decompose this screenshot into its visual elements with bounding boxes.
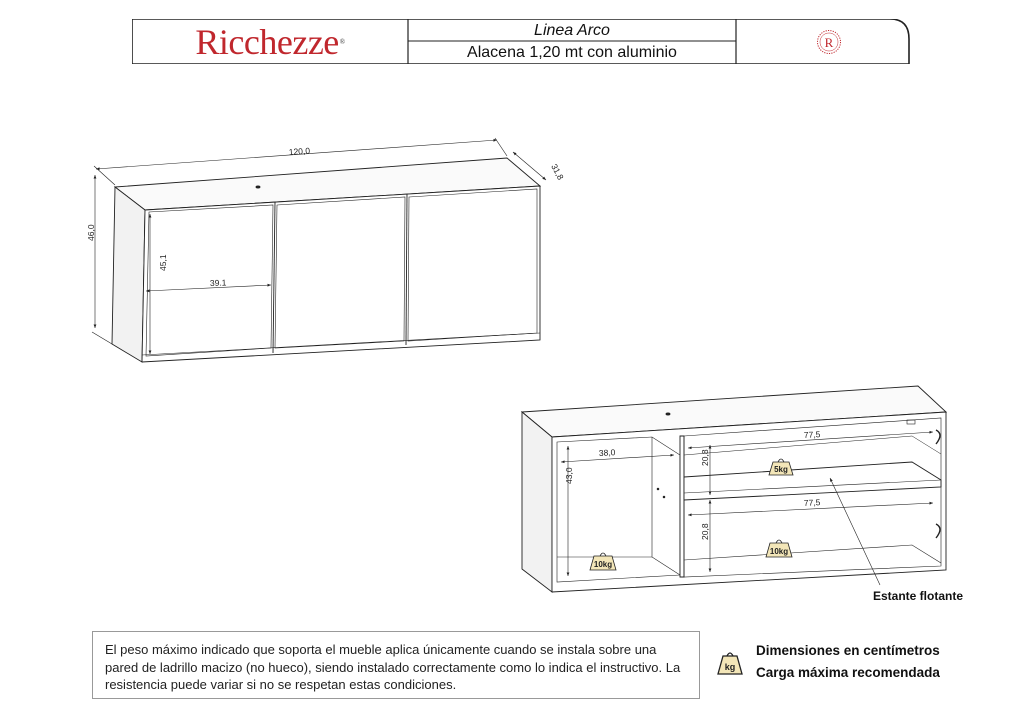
seal-letter: R [824,35,834,50]
dimension-upper-gap-label: 20,8 [700,449,710,466]
dimension-right-width-bottom-label: 77,5 [803,497,821,508]
floating-shelf-callout: Estante flotante [873,589,964,603]
legend [712,640,972,690]
dimensions-note: Dimensiones en centímetros [756,643,940,658]
product-name: Alacena 1,20 mt con aluminio [467,44,677,61]
dimension-depth-label: 31,8 [549,162,566,182]
open-cabinet-view [522,386,946,592]
load-bottom-label: 10kg [769,547,789,556]
load-shelf-label: 5kg [774,465,788,474]
load-left-label: 10kg [593,560,613,569]
dimension-right-width-top-label: 77,5 [803,429,821,440]
dimension-width-label: 120,0 [288,145,311,157]
dimension-height-label: 46,0 [86,224,96,241]
max-load-note: Carga máxima recomendada [756,665,940,680]
closed-cabinet-view [112,158,540,362]
product-line-name: Linea Arco [534,22,610,39]
dimension-left-height-label: 43,0 [564,467,574,484]
registered-mark: ® [339,37,345,46]
weight-notice: El peso máximo indicado que soporta el mueble aplica únicamente cuando se instala sobre una pared de ladrillo macizo (no hueco), siendo instalado correctamente como lo indica el instructivo. La resistencia puede variar si no se respetan estas condiciones. [92,631,700,699]
dimension-lower-gap-label: 20,8 [700,523,710,540]
brand-name: Ricchezze [195,21,339,62]
kg-weight-icon [716,650,744,676]
kg-icon-text: kg [724,662,736,672]
dimension-door-height-label: 45,1 [158,254,168,271]
dimension-door-width-label: 39.1 [209,277,227,288]
dimension-left-width-label: 38,0 [598,447,616,458]
